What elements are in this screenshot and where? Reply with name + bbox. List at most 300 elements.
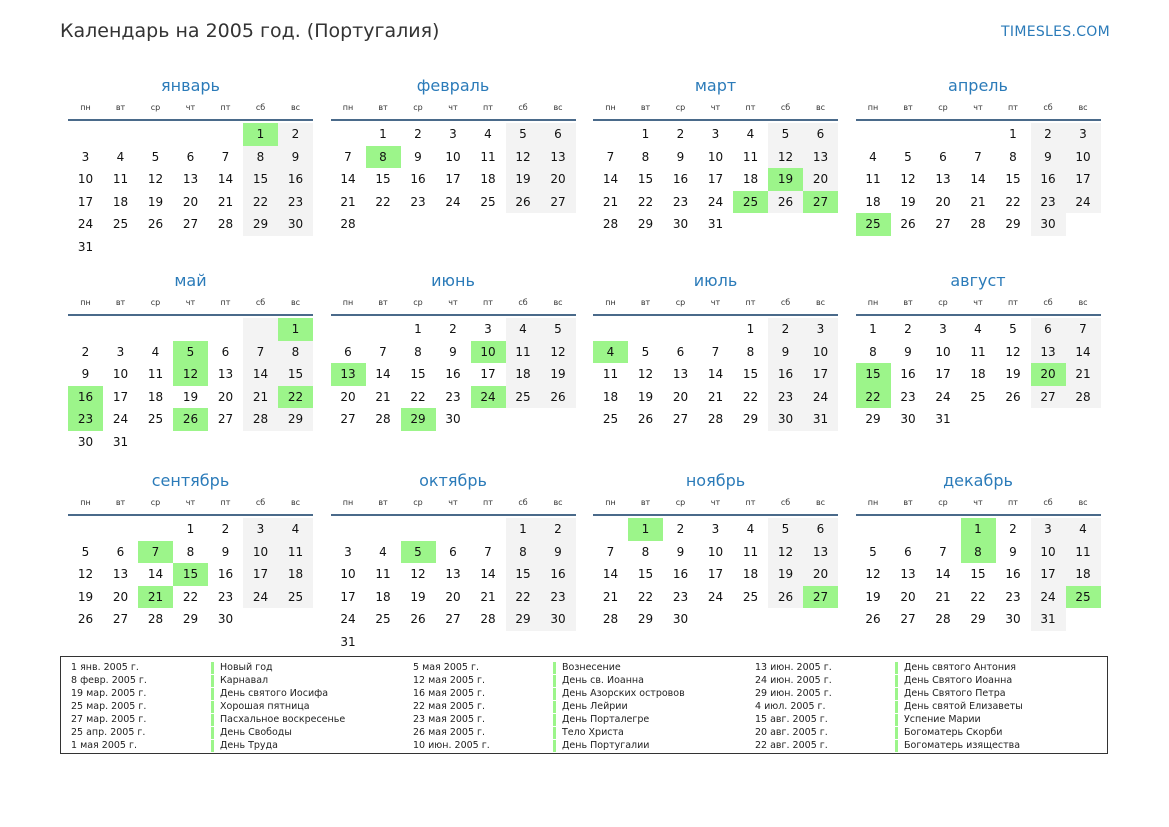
day-cell: 20 [672,389,689,404]
day-cell: 19 [900,194,916,209]
weekday-label: сб [518,298,528,307]
day-cell: 11 [147,367,164,381]
day-cell: 13 [803,541,838,564]
weekday-label: вс [815,298,826,307]
holiday-date: 10 июн. 2005 г. [413,740,490,751]
day-cell: 23 [1005,589,1021,604]
day-cell: 19 [1005,367,1021,381]
day-cell: 31 [340,634,356,649]
day-cell: 17 [340,589,356,604]
day-cell: 22 [278,386,313,409]
day-cell: 9 [676,544,685,559]
weekday-label: вс [553,498,563,507]
day-cell: 29 [637,612,654,626]
day-cell: 18 [742,172,759,186]
day-cell: 26 [768,586,803,609]
day-cell: 10 [471,341,506,364]
day-cell: 27 [445,612,461,626]
day-cell: 4 [116,149,125,164]
empty-day-cell [926,518,961,541]
day-cell: 1 [641,127,650,141]
day-cell: 14 [147,567,164,581]
day-cell: 10 [803,341,838,364]
month-block [593,469,838,659]
weekday-label: пт [745,298,756,307]
day-cell: 30 [77,434,94,449]
day-cell: 26 [77,612,94,626]
weekday-label: ср [938,298,948,307]
day-cell: 1 [414,322,422,336]
day-cell: 24 [445,194,461,209]
weekday-label: сб [780,498,791,507]
day-cell: 15 [243,168,278,191]
weekday-label: пн [605,298,616,307]
weekday-label: вс [1078,498,1088,507]
day-cell: 29 [506,608,541,631]
day-cell: 14 [935,567,951,581]
day-cell: 3 [449,127,457,141]
day-cell: 27 [182,217,199,231]
day-cell: 22 [637,589,654,604]
empty-day-cell [208,318,243,341]
day-cell: 15 [173,563,208,586]
day-cell: 6 [116,544,125,559]
day-cell: 24 [935,389,951,404]
page-title: Календарь на 2005 год. (Португалия) [60,20,440,42]
day-cell: 21 [375,389,391,404]
holiday-date: 25 апр. 2005 г. [71,727,146,738]
holiday-date: 1 мая 2005 г. [71,740,137,751]
day-cell: 22 [637,194,654,209]
day-cell: 2 [449,322,457,336]
empty-day-cell [138,518,173,541]
month-block [593,269,838,469]
day-cell: 23 [672,194,689,209]
weekday-label: сб [518,103,528,112]
month-block [593,74,838,269]
day-cell: 1 [186,522,195,536]
day-cell: 3 [81,149,90,164]
day-cell: 10 [1031,541,1066,564]
day-cell: 1 [869,322,877,336]
day-cell: 5 [173,341,208,364]
day-cell: 7 [974,149,982,164]
holiday-name: День Азорских островов [553,688,755,700]
day-cell: 24 [707,589,724,604]
day-cell: 2 [414,127,422,141]
day-cell: 18 [865,194,881,209]
day-cell: 19 [410,589,426,604]
month-name: декабрь [943,471,1013,490]
day-cell: 8 [641,544,650,559]
day-cell: 8 [961,541,996,564]
day-cell: 12 [768,541,803,564]
day-cell: 1 [746,322,755,336]
weekday-header [593,293,838,316]
day-cell: 11 [970,344,986,359]
empty-day-cell [663,318,698,341]
holiday-name: Новый год [211,662,413,674]
day-cell: 4 [151,344,160,359]
day-cell: 5 [506,123,541,146]
day-cell: 30 [672,612,689,626]
day-cell: 29 [970,612,986,626]
day-cell: 1 [506,518,541,541]
day-cell: 18 [278,563,313,586]
days-grid [68,518,313,631]
month-block [68,269,313,469]
day-cell: 9 [1031,146,1066,169]
day-cell: 6 [904,544,912,559]
empty-day-cell [698,318,733,341]
day-cell: 26 [637,412,654,426]
weekday-label: пн [867,498,879,507]
day-cell: 25 [480,194,496,209]
day-cell: 28 [147,612,164,626]
day-cell: 13 [182,172,199,186]
day-cell: 17 [243,563,278,586]
day-cell: 31 [707,217,724,231]
day-cell: 10 [340,567,356,581]
days-grid [68,318,313,453]
days-grid [331,318,576,431]
day-cell: 30 [1005,612,1021,626]
day-cell: 7 [221,149,230,164]
day-cell: 5 [1009,322,1017,336]
day-cell: 8 [278,341,313,364]
day-cell: 20 [803,563,838,586]
day-cell: 18 [480,172,496,186]
holiday-name: День святой Елизаветы [895,701,1097,713]
weekday-label: пт [483,498,493,507]
day-cell: 21 [707,389,724,404]
day-cell: 18 [506,363,541,386]
day-cell: 11 [1066,541,1101,564]
day-cell: 20 [541,168,576,191]
day-cell: 26 [541,386,576,409]
day-cell: 21 [138,586,173,609]
day-cell: 23 [410,194,426,209]
day-cell: 13 [331,363,366,386]
holiday-date: 25 мар. 2005 г. [71,701,147,712]
weekday-label: вс [815,498,826,507]
day-cell: 29 [182,612,199,626]
day-cell: 25 [742,589,759,604]
days-grid [856,518,1101,631]
weekday-label: вс [290,298,301,307]
empty-day-cell [103,318,138,341]
day-cell: 20 [900,589,916,604]
weekday-header [68,98,313,121]
day-cell: 28 [1066,386,1101,409]
day-cell: 2 [278,123,313,146]
empty-day-cell [331,518,366,541]
weekday-label: сб [518,498,528,507]
weekday-label: сб [1043,498,1053,507]
holiday-name: Богоматерь изящества [895,740,1097,752]
month-name: февраль [416,76,490,95]
day-cell: 12 [541,341,576,364]
day-cell: 23 [768,386,803,409]
empty-day-cell [331,318,366,341]
holiday-date: 15 авг. 2005 г. [755,714,828,725]
empty-day-cell [68,318,103,341]
day-cell: 12 [173,363,208,386]
day-cell: 8 [243,146,278,169]
day-cell: 14 [375,367,391,381]
day-cell: 21 [340,194,356,209]
day-cell: 20 [182,194,199,209]
month-block [68,469,313,659]
day-cell: 8 [641,149,650,164]
day-cell: 10 [707,544,724,559]
day-cell: 19 [77,589,94,604]
weekday-label: чт [973,298,983,307]
day-cell: 29 [1005,217,1021,231]
weekday-label: вт [640,103,651,112]
day-cell: 27 [935,217,951,231]
day-cell: 5 [641,344,650,359]
weekday-label: вс [553,298,563,307]
day-cell: 16 [445,367,461,381]
day-cell: 12 [506,146,541,169]
day-cell: 10 [1066,146,1101,169]
month-block [331,269,576,469]
holiday-name: День Святого Петра [895,688,1097,700]
day-cell: 17 [445,172,461,186]
day-cell: 29 [742,412,759,426]
weekday-label: пн [80,498,91,507]
day-cell: 13 [112,567,129,581]
weekday-label: сб [1043,298,1053,307]
day-cell: 31 [935,412,951,426]
weekday-label: пн [342,498,354,507]
weekday-label: пт [220,498,231,507]
weekday-header [68,293,313,316]
day-cell: 1 [961,518,996,541]
holiday-name: День Лейрии [553,701,755,713]
day-cell: 6 [803,518,838,541]
day-cell: 26 [768,191,803,214]
empty-day-cell [103,518,138,541]
day-cell: 4 [278,518,313,541]
holiday-date: 24 июн. 2005 г. [755,675,832,686]
day-cell: 13 [900,567,916,581]
day-cell: 3 [1066,123,1101,146]
day-cell: 23 [541,586,576,609]
holiday-name: Пасхальное воскресенье [211,714,413,726]
day-cell: 10 [445,149,461,164]
day-cell: 9 [541,541,576,564]
day-cell: 28 [970,217,986,231]
day-cell: 25 [602,412,619,426]
day-cell: 8 [186,544,195,559]
day-cell: 19 [541,363,576,386]
day-cell: 8 [869,344,877,359]
day-cell: 2 [221,522,230,536]
holiday-date: 29 июн. 2005 г. [755,688,832,699]
weekday-label: пт [745,103,756,112]
day-cell: 7 [606,544,615,559]
weekday-label: пт [220,298,231,307]
day-cell: 6 [541,123,576,146]
day-cell: 27 [112,612,129,626]
weekday-label: вс [290,498,301,507]
day-cell: 17 [112,389,129,404]
day-cell: 27 [900,612,916,626]
weekday-label: ср [150,298,161,307]
day-cell: 10 [77,172,94,186]
weekday-label: пт [483,103,493,112]
day-cell: 29 [637,217,654,231]
day-cell: 15 [637,172,654,186]
day-cell: 6 [449,544,457,559]
day-cell: 28 [340,217,356,231]
weekday-label: пн [342,298,354,307]
day-cell: 31 [803,408,838,431]
day-cell: 17 [803,363,838,386]
brand-logo[interactable]: TIMESLES.COM [1001,24,1110,40]
weekday-label: чт [448,103,458,112]
weekday-label: ср [938,498,948,507]
day-cell: 6 [803,123,838,146]
day-cell: 13 [935,172,951,186]
day-cell: 22 [970,589,986,604]
legend-column [71,662,413,753]
day-cell: 21 [602,589,619,604]
weekday-label: пт [1008,498,1018,507]
empty-day-cell [856,123,891,146]
day-cell: 29 [243,213,278,236]
days-grid [331,123,576,236]
day-cell: 25 [375,612,391,626]
day-cell: 2 [81,344,90,359]
weekday-label: чт [710,103,721,112]
weekday-label: чт [448,298,458,307]
day-cell: 21 [480,589,496,604]
weekday-label: ср [413,298,423,307]
day-cell: 25 [278,586,313,609]
day-cell: 29 [401,408,436,431]
weekday-label: чт [185,298,196,307]
empty-day-cell [856,518,891,541]
day-cell: 16 [1005,567,1021,581]
weekday-label: пн [867,103,879,112]
holiday-name: Успение Марии [895,714,1097,726]
day-cell: 20 [935,194,951,209]
day-cell: 10 [707,149,724,164]
day-cell: 4 [506,318,541,341]
weekday-label: пн [80,298,91,307]
day-cell: 14 [602,172,619,186]
day-cell: 7 [711,344,720,359]
month-name: ноябрь [685,471,746,490]
empty-day-cell [471,518,506,541]
day-cell: 23 [1031,191,1066,214]
weekday-label: ср [675,298,686,307]
day-cell: 4 [484,127,492,141]
weekday-header [593,98,838,121]
empty-day-cell [173,318,208,341]
weekday-label: чт [973,103,983,112]
empty-day-cell [628,318,663,341]
day-cell: 13 [541,146,576,169]
day-cell: 17 [1031,563,1066,586]
weekday-header [856,98,1101,121]
empty-day-cell [366,318,401,341]
day-cell: 27 [1031,386,1066,409]
day-cell: 25 [970,389,986,404]
day-cell: 21 [935,589,951,604]
weekday-label: вт [378,103,388,112]
weekday-label: пт [1008,103,1018,112]
day-cell: 13 [803,146,838,169]
empty-day-cell [891,123,926,146]
day-cell: 24 [112,412,129,426]
empty-day-cell [173,123,208,146]
day-cell: 12 [1005,344,1021,359]
day-cell: 5 [768,123,803,146]
day-cell: 31 [77,239,94,254]
empty-day-cell [103,123,138,146]
day-cell: 3 [1031,518,1066,541]
day-cell: 22 [1005,194,1021,209]
day-cell: 18 [147,389,164,404]
day-cell: 23 [672,589,689,604]
empty-day-cell [593,518,628,541]
day-cell: 14 [970,172,986,186]
day-cell: 30 [768,408,803,431]
weekday-label: ср [150,498,161,507]
day-cell: 3 [803,318,838,341]
day-cell: 7 [379,344,387,359]
day-cell: 2 [1031,123,1066,146]
day-cell: 21 [217,194,234,209]
day-cell: 15 [742,367,759,381]
days-grid [593,123,838,236]
month-block [856,74,1101,269]
day-cell: 14 [217,172,234,186]
day-cell: 3 [711,127,720,141]
day-cell: 3 [344,544,352,559]
empty-day-cell [401,518,436,541]
month-name: сентябрь [151,471,230,490]
day-cell: 16 [672,567,689,581]
day-cell: 4 [746,522,755,536]
empty-day-cell [68,518,103,541]
weekday-label: вт [115,298,126,307]
day-cell: 22 [742,389,759,404]
weekday-label: чт [973,498,983,507]
weekday-header [331,98,576,121]
day-cell: 8 [506,541,541,564]
day-cell: 17 [480,367,496,381]
days-grid [856,318,1101,431]
holiday-name: Хорошая пятница [211,701,413,713]
day-cell: 30 [541,608,576,631]
day-cell: 26 [1005,389,1021,404]
weekday-label: ср [413,103,423,112]
day-cell: 7 [606,149,615,164]
day-cell: 6 [221,344,230,359]
day-cell: 4 [869,149,877,164]
holiday-date: 26 мая 2005 г. [413,727,486,738]
day-cell: 5 [869,544,877,559]
holiday-date: 4 июл. 2005 г. [755,701,826,712]
day-cell: 21 [1066,363,1101,386]
day-cell: 28 [375,412,391,426]
holiday-date: 19 мар. 2005 г. [71,688,147,699]
